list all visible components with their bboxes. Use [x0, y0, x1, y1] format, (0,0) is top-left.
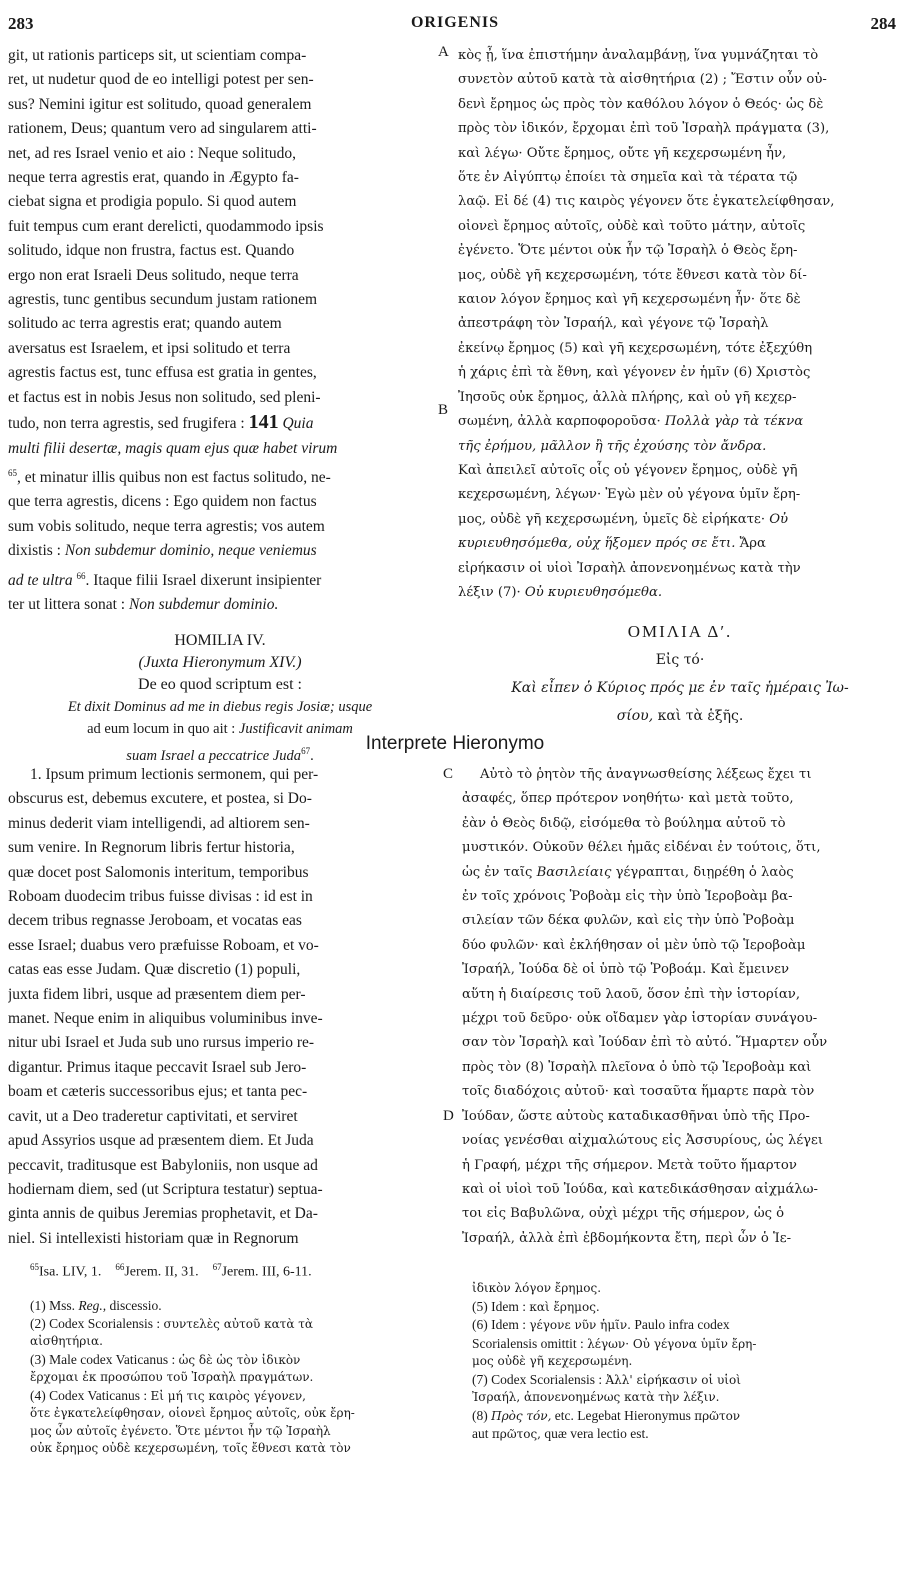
- footnote-line: [30, 1297, 450, 1315]
- reference-number: 66: [76, 570, 86, 581]
- text-segment: Οὐ κυριευθησόμεθα.: [524, 584, 663, 600]
- text-line: solitudo, idque non frustra, factus est. Quando: [8, 242, 295, 260]
- reference-number: 66: [115, 1262, 125, 1272]
- footnote-line: [472, 1407, 902, 1426]
- text-segment: Πολλὰ γὰρ τὰ τέκνα: [664, 414, 804, 430]
- text-line: quæ docet post Salomonis interitum, temporibus: [8, 863, 309, 881]
- text-line: sum venire. In Regnorum libris fertur historia,: [8, 839, 295, 857]
- text-line: μέχρι τοῦ δεῦρο· οὐκ οἴδαμεν γὰρ ἱστορίαν συνάγου-: [462, 1011, 818, 1027]
- text-segment: καὶ τὰ ἑξῆς.: [653, 708, 744, 724]
- footnote-line: [30, 1387, 450, 1406]
- text-line: minus dederit viam intelligendi, ad altiorem sen-: [8, 814, 310, 832]
- footnote-line: μος ὧν αὐτοῖς ἐγένετο. Ὅτε μέντοι ἦν τῷ Ἰσραὴλ: [30, 1423, 331, 1438]
- text-segment: Ἀλλ' εἰρήκασιν οἱ υἱοὶ: [605, 1372, 741, 1387]
- text-segment: (8): [472, 1407, 492, 1423]
- text-segment: Ἄρα: [735, 536, 766, 552]
- text-line: τοι εἰς Βαβυλῶνα, οὐχὶ μέχρι τῆς σήμερον, ὡς ὁ: [462, 1206, 785, 1222]
- text-line: ciebat signa et prodigia populo. Si quod autem: [8, 193, 297, 211]
- text-line: [8, 410, 432, 436]
- text-segment: Non subdemur dominio, neque veniemus: [64, 542, 317, 560]
- text-line: niel. Si intellexisti historiam quæ in Regnorum: [8, 1229, 299, 1247]
- homily-de-eo: De eo quod scriptum est :: [138, 676, 302, 693]
- footnote-line: ἰδικὸν λόγον ἔρημος.: [472, 1281, 602, 1295]
- text-line: Roboam duodecim tribus fuisse divisas : id est in: [8, 888, 313, 906]
- footnote-line: [30, 1351, 450, 1370]
- text-line: οἱονεὶ ἔρημος αὐτοῖς, οὐδὲ καὶ τοῦτο μάτην, αὐτοῖς: [458, 218, 806, 234]
- footnote-line: ὅτε ἐγκατελείφθησαν, οἱονεὶ ἔρημος αὐτοῖς, οὐκ ἔρη-: [30, 1406, 355, 1420]
- text-line: solitudo ac terra agrestis erat; quando autem: [8, 315, 282, 333]
- reference-number: 65: [30, 1262, 39, 1272]
- margin-marker-b: B: [438, 402, 449, 418]
- text-line: ἐκείνῳ ἔρημος (5) καὶ γῆ κεχερσωμένη, τότε ἐξεχύθη: [458, 340, 813, 356]
- text-segment: (4) Codex Vaticanus :: [30, 1387, 151, 1403]
- text-line: [8, 564, 432, 594]
- text-segment: Et dixit Dominus ad me in diebus regis Josiæ; usque: [67, 699, 373, 715]
- text-segment: .: [310, 747, 314, 764]
- text-line: εἰρήκασιν οἱ υἱοὶ Ἰσραὴλ ἀπονενοημένως κατὰ τὴν: [458, 560, 801, 576]
- text-line: [458, 508, 902, 532]
- text-line: Καὶ ἀπειλεῖ αὐτοῖς οἷς οὐ γέγονεν ἔρημος, οὐδὲ γῆ: [458, 462, 798, 478]
- text-line: Ἰσραήλ, Ἰούδα δὲ οἱ ὑπὸ τῷ Ῥοβοάμ. Καὶ ἔμεινεν: [462, 962, 790, 978]
- text-line: sus? Nemini igitur est solitudo, quoad generalem: [8, 95, 312, 113]
- text-line: hodiernam diem, sed (ut Scriptura testatur) septua-: [8, 1180, 323, 1198]
- margin-marker-a: A: [438, 44, 449, 60]
- homily-eis-to: Εἰς τό·: [655, 652, 705, 668]
- text-line: ἐγένετο. Ὅτε μέντοι οὐκ ἦν τῷ Ἰσραὴλ ὁ Θεὸς ἔρη-: [458, 243, 798, 259]
- footnote-line: μος οὐδὲ γῆ κεχερσωμένη.: [472, 1354, 633, 1368]
- homily-incipit-line: Καὶ εἶπεν ὁ Κύριος πρός με ἐν ταῖς ἡμέραις Ἰω-: [511, 680, 849, 696]
- text-line: git, ut rationis particeps sit, ut scientiam compa-: [8, 47, 307, 64]
- footnote-line: οὐκ ἔρημος οὐδὲ κεχερσωμένη, τοῖς ἔθνεσι κατὰ τὸν: [30, 1441, 351, 1455]
- footnote-line: Ἰσραήλ, ἀπονενοημένως κατὰ τὴν λέξιν.: [472, 1390, 720, 1404]
- text-line: [8, 461, 432, 491]
- text-segment: ὡς δὲ ὡς τὸν ἰδικὸν: [178, 1352, 301, 1367]
- running-title: ORIGENIS: [410, 14, 500, 31]
- text-line: manet. Neque enim in aliquibus voluminibus inve-: [8, 1010, 323, 1028]
- text-segment: Quia: [282, 415, 314, 433]
- right-page-number: 284: [870, 14, 896, 33]
- column-number: 141: [248, 411, 279, 434]
- text-segment: πρῶτον: [694, 1408, 741, 1423]
- text-line: cavit, ut a Deo traderetur captivitati, et serviret: [8, 1107, 298, 1125]
- text-segment: Πρὸς τόν,: [491, 1408, 552, 1423]
- text-line: agrestis, tunc gentibus secundum justam rationem: [8, 291, 318, 309]
- text-line: ergo non erat Israeli Deus solitudo, neque terra: [8, 266, 299, 284]
- text-segment: κυριευθησόμεθα, οὐχ ἥξομεν πρός σε ἔτι.: [458, 536, 736, 552]
- text-segment: Βασιλείαις: [536, 864, 612, 880]
- text-segment: Non subdemur dominio.: [128, 596, 279, 614]
- text-line: καὶ λέγω· Οὔτε ἔρημος, οὔτε γῆ κεχερσωμένη ἦν,: [458, 145, 787, 161]
- text-line: rationem, Deus; quantum vero ad singularem atti-: [8, 120, 317, 138]
- text-line: peccavit, traditusque est Babyloniis, non usque ad: [8, 1156, 318, 1174]
- text-line: [462, 861, 902, 885]
- text-line: et factus est in nobis Jesus non solitudo, sed pleni-: [8, 388, 321, 406]
- text-line: agrestis factus est, tunc effusa est gratia in gentes,: [8, 364, 317, 382]
- homily-juxta: (Juxta Hieronymum XIV.): [138, 654, 302, 671]
- text-line: obscurus est, debemus excutere, et postea, si Do-: [8, 790, 312, 808]
- text-segment: suam Israel a peccatrice Juda: [126, 747, 302, 764]
- text-segment: λέξιν (7)·: [458, 584, 525, 600]
- text-line: σιλείαν τῶν δέκα φυλῶν, καὶ εἰς τὴν ὑπὸ Ῥοβοὰμ: [462, 913, 795, 929]
- section-title: Interprete Hieronymo: [365, 733, 545, 754]
- text-line: esse Israel; duabus vero præfuisse Roboam, et vo-: [8, 936, 319, 954]
- text-line: Ἰησοῦς οὐκ ἔρημος, ἀλλὰ πλήρης, καὶ οὐ γῆ κεχερ-: [458, 389, 797, 405]
- text-line: Ἰσραήλ, ἀλλὰ ἐπὶ ἑβδομήκοντα ἔτη, περὶ ὧν ὁ Ἱε-: [462, 1230, 792, 1246]
- text-line: πρὸς τὸν (8) Ἰσραὴλ πλεῖονα ὁ ὑπὸ τῷ Ἱεροβοὰμ καὶ: [462, 1059, 812, 1075]
- text-line: catas eas esse Judam. Quæ discretio (1) populi,: [8, 961, 301, 979]
- text-line: apud Assyrios usque ad præsentem diem. Et Juda: [8, 1132, 314, 1150]
- text-line: δύο φυλῶν· καὶ ἐκλήθησαν οἱ μὲν ὑπὸ τῷ Ἱεροβοὰμ: [462, 937, 806, 953]
- text-line: δενὶ ἔρημος ὡς πρὸς τὸν καθόλου λόγον ὁ Θεός· ὡς δὲ: [458, 96, 824, 112]
- text-segment: ad eum locum in quo ait :: [87, 721, 239, 737]
- footnote-line: [472, 1316, 902, 1335]
- text-segment: (5) Idem :: [472, 1298, 530, 1314]
- text-line: [8, 593, 432, 617]
- margin-marker-c: C: [443, 766, 454, 782]
- reference-number: 67: [212, 1262, 222, 1272]
- footnotes-left: [30, 1297, 450, 1458]
- text-line: ὅτε ἐν Αἰγύπτῳ ἐποίει τὰ σημεῖα καὶ τὰ τέρατα τῷ: [458, 170, 798, 186]
- text-segment: καὶ ἔρημος.: [529, 1299, 600, 1314]
- text-segment: (3) Male codex Vaticanus :: [30, 1351, 179, 1367]
- text-line: κεχερσωμένη, λέγων· Ἐγὼ μὲν οὐ γέγονα ὑμῖν ἔρη-: [458, 487, 801, 503]
- text-line: [458, 581, 902, 605]
- text-line: καιον λόγον ἔρημος καὶ γῆ κεχερσωμένη ἦν· ὅτε δὲ: [458, 292, 801, 308]
- text-segment: , et minatur illis quibus non est factus solitudo, ne-: [17, 469, 331, 487]
- text-segment: σωμένη, ἀλλὰ καρποφοροῦσα·: [458, 414, 665, 430]
- footnote-line: [472, 1371, 902, 1390]
- homily-incipit: [8, 696, 432, 767]
- text-line: que terra agrestis, dicens : Ego quidem non factus: [8, 493, 317, 511]
- text-line: digantur. Primus itaque peccavit Israel sub Jero-: [8, 1058, 307, 1076]
- text-line: ἐν τοῖς χρόνοις Ῥοβοὰμ εἰς τὴν ὑπὸ Ἱεροβοὰμ βα-: [462, 889, 793, 905]
- text-segment: dixistis :: [8, 542, 61, 560]
- text-segment: γέγονε νῦν ἡμῖν.: [529, 1318, 631, 1332]
- text-segment: Paulo infra codex: [630, 1317, 730, 1332]
- greek-column-bottom: [462, 763, 902, 1251]
- scripture-references: [30, 1262, 312, 1281]
- text-segment: etc. Legebat Hieronymus: [551, 1407, 695, 1423]
- text-segment: ad te ultra: [8, 571, 73, 589]
- text-line: λαῷ. Εἰ δέ (4) τις καιρὸς γέγονεν ὅτε ἐγκατελείφθησαν,: [458, 194, 835, 210]
- text-line: fuit tempus cum erant derelicti, quodammodo ipsis: [8, 217, 324, 235]
- text-line: σαν τὸν Ἰσραὴλ καὶ Ἰούδαν ἐπὶ τὸ αὐτό. Ἥμαρτεν οὖν: [462, 1035, 828, 1051]
- footnote-line: αἰσθητήρια.: [30, 1334, 103, 1348]
- text-line: 1. Ipsum primum lectionis sermonem, qui per-: [30, 766, 319, 783]
- margin-marker-d: D: [443, 1108, 454, 1124]
- text-line: μος, οὐδὲ γῆ κεχερσωμένη, τότε ἔθνεσι κατὰ τὸν δί-: [458, 267, 807, 283]
- text-line: juxta fidem libri, usque ad præsentem diem per-: [8, 985, 306, 1003]
- latin-column-bottom: [8, 763, 436, 1251]
- text-line: nitur ubi Israel et Juda sub uno rursus imperio re-: [8, 1034, 315, 1052]
- text-line: ἐὰν ὁ Θεὸς διδῷ, εἰσόμεθα τὸ βούλημα αὐτοῦ τὸ: [462, 815, 786, 831]
- text-segment: συντελὲς αὐτοῦ κατὰ τὰ: [163, 1316, 313, 1331]
- text-line: [458, 532, 902, 556]
- text-line: [458, 410, 902, 434]
- text-segment: μος, οὐδὲ γῆ κεχερσωμένη, ὑμεῖς δὲ εἰρήκατε·: [458, 511, 770, 527]
- text-line: neque terra agrestis erat, quando in Ægypto fa-: [8, 169, 299, 187]
- text-segment: Scorialensis omittit :: [472, 1335, 588, 1351]
- footnote-line: [472, 1425, 902, 1444]
- text-segment: γέγραπται, διῃρέθη ὁ λαὸς: [611, 864, 794, 880]
- text-line: ginta annis de quibus Jeremias prophetavit, et Da-: [8, 1205, 318, 1223]
- text-segment: Εἰ μή τις καιρὸς γέγονεν,: [150, 1388, 306, 1403]
- text-line: ἡ Γραφή, μέχρι τῆς σήμερον. Μετὰ τοῦτο ἥμαρτον: [462, 1157, 797, 1173]
- text-segment: aut: [472, 1426, 492, 1441]
- text-segment: Οὐ: [769, 511, 789, 527]
- text-segment: quæ vera lectio est.: [541, 1426, 649, 1441]
- text-line: sum vobis solitudo, neque terra agrestis; vos autem: [8, 517, 325, 535]
- text-segment: ter ut littera sonat :: [8, 596, 129, 614]
- text-segment: . Itaque filii Israel dixerunt insipienter: [85, 571, 322, 589]
- text-line: ret, ut nudetur quod de eo intelligi potest per sen-: [8, 71, 314, 89]
- homily-title: HOMILIA IV.: [174, 632, 266, 649]
- text-segment: tudo, non terra agrestis, sed frugifera :: [8, 415, 245, 433]
- footnote-line: [472, 1335, 902, 1354]
- text-line: decem tribus regnasse Jeroboam, et vocatas eas: [8, 912, 302, 930]
- greek-homily-heading: [458, 618, 902, 730]
- reference-text: Isa. LIV, 1.: [39, 1264, 102, 1280]
- text-line: καὶ οἱ υἱοὶ τοῦ Ἰούδα, καὶ κατεδικάσθησαν αἰχμάλω-: [462, 1181, 818, 1197]
- text-segment: πρῶτος,: [491, 1427, 541, 1441]
- text-segment: σίου,: [616, 708, 654, 724]
- text-line: net, ad res Israel venio et aio : Neque solitudo,: [8, 144, 296, 162]
- text-line: multi filii desertæ, magis quam ejus quæ habet virum: [8, 439, 338, 457]
- text-segment: (1) Mss.: [30, 1298, 79, 1313]
- text-line: μυστικόν. Οὐκοῦν θέλει ἡμᾶς εἰδέναι ἐν τούτοις, ὅτι,: [462, 840, 821, 856]
- left-page-number: 283: [8, 14, 34, 33]
- text-line: ἡ χάρις ἐπὶ τὰ ἔθνη, καὶ γέγονεν ἐν ἡμῖν (6) Χριστὸς: [458, 365, 811, 381]
- reference-number: 65: [8, 467, 17, 478]
- text-line: νοίας γενέσθαι αἰχμαλώτους εἰς Ἀσσυρίους, ὡς λέγει: [462, 1133, 824, 1149]
- reference-number: 67: [301, 746, 311, 756]
- text-segment: Justificavit animam: [238, 721, 353, 737]
- text-segment: λέγων· Οὐ γέγονα ὑμῖν ἔρη-: [587, 1336, 757, 1351]
- text-segment: (7) Codex Scorialensis :: [472, 1371, 606, 1387]
- text-segment: (2) Codex Scorialensis :: [30, 1315, 164, 1331]
- text-line: ἀσαφές, ὅπερ πρότερον νοηθήτω· καὶ μετὰ τοῦτο,: [462, 791, 794, 807]
- footnote-line: [472, 1298, 902, 1317]
- text-line: αὕτη ἡ διαίρεσις τοῦ λαοῦ, ὅσον ἐπὶ τὴν ἱστορίαν,: [462, 986, 801, 1002]
- text-line: ἀπεστράφη τὸν Ἰσραήλ, καὶ γέγονε τῷ Ἰσραὴλ: [458, 316, 769, 332]
- text-line: aversatus est Israelem, et ipsi solitudo et terra: [8, 339, 291, 357]
- homily-incipit-line: [458, 702, 902, 730]
- text-line: πρὸς τὸν ἰδικόν, ἔρχομαι ἐπὶ τοῦ Ἰσραὴλ πράγματα (3),: [458, 121, 830, 137]
- greek-column-top: [458, 44, 902, 605]
- text-line: κὸς ᾖ, ἵνα ἐπιστήμην ἀναλαμβάνῃ, ἵνα γυμνάζηται τὸ: [458, 48, 819, 63]
- latin-column-top: [8, 44, 432, 618]
- text-line: συνετὸν αὐτοῦ κατὰ τὰ αἰσθητήρια (2) ; Ἔστιν οὖν οὐ-: [458, 72, 827, 88]
- text-line: [8, 539, 432, 563]
- footnotes-right: [472, 1280, 902, 1444]
- text-segment: ὡς ἐν ταῖς: [462, 864, 537, 880]
- footnote-line: [30, 1315, 450, 1334]
- text-line: Αὐτὸ τὸ ῥητὸν τῆς ἀναγνωσθείσης λέξεως ἔχει τι: [480, 767, 812, 782]
- text-line: τῆς ἐρήμου, μᾶλλον ἢ τῆς ἐχούσης τὸν ἄνδρα.: [458, 438, 767, 454]
- text-line: τοῖς διαδόχοις αὐτοῦ· καὶ τοσαῦτα ἥμαρτε παρὰ τὸν: [462, 1084, 815, 1100]
- footnote-line: ἔρχομαι ἐκ προσώπου τοῦ Ἰσραὴλ πραγμάτων.: [30, 1370, 314, 1384]
- text-line: Ἰούδαν, ὥστε αὐτοὺς καταδικασθῆναι ὑπὸ τῆς Προ-: [462, 1108, 810, 1124]
- text-line: boam et cæteris successoribus ejus; et tanta pec-: [8, 1083, 308, 1101]
- text-segment: (6) Idem :: [472, 1317, 530, 1332]
- text-segment: Reg.,: [78, 1298, 107, 1313]
- reference-text: Jerem. II, 31.: [124, 1264, 199, 1280]
- reference-text: Jerem. III, 6-11.: [221, 1264, 312, 1280]
- text-segment: discessio.: [106, 1298, 162, 1313]
- homily-title: ΟΜΙΛΙΑ Δʹ.: [627, 622, 733, 641]
